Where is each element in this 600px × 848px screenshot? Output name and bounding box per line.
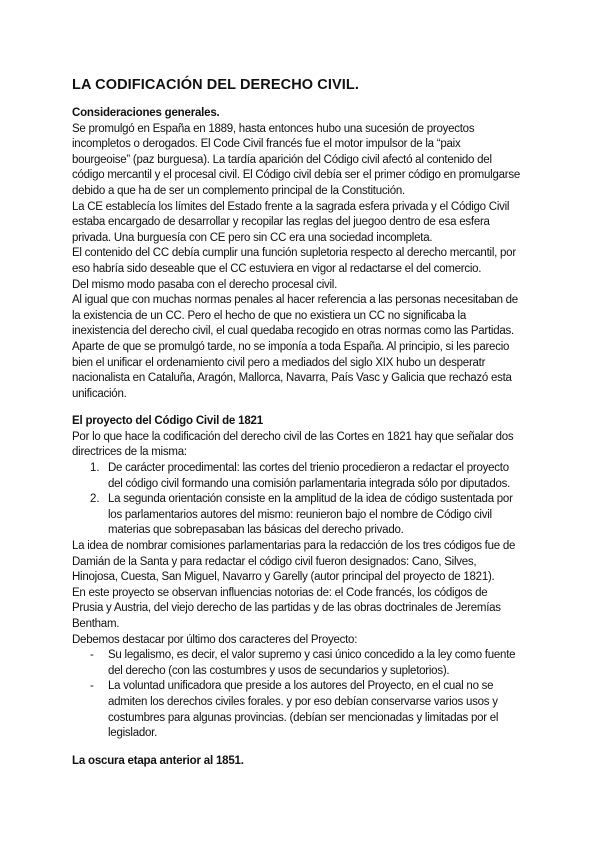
text-line: unificación.	[72, 387, 127, 400]
text-line: La idea de nombrar comisiones parlamentarias para la redacción de los tres códigos fue de	[72, 540, 516, 553]
text-line: del derecho (con las costumbres y usos de secundarios y supletorios).	[108, 664, 450, 677]
text-line: incompletos o derogados. El Code Civil francés fue el motor impulsor de la “paix	[72, 138, 461, 151]
text-line: nacionalista en Cataluña, Aragón, Mallorca, Navarra, País Vasc y Galicia que rechazó esta	[72, 372, 512, 385]
paragraph	[72, 586, 552, 633]
document-title: LA CODIFICACIÓN DEL DERECHO CIVIL.	[72, 77, 359, 93]
paragraph	[72, 278, 552, 294]
text-line: La voluntad unificadora que preside a los autores del Proyecto, en el cual no se	[108, 680, 494, 693]
text-line: costumbres para algunas provincias. (debían ser mencionadas y limitadas por el	[108, 711, 499, 724]
text-line: legislador.	[108, 727, 158, 740]
text-line: Por lo que hace la codificación del derecho civil de las Cortes en 1821 hay que señalar dos	[72, 430, 514, 443]
text-line: Prusia y Austria, del viejo derecho de las partidas y de las obras doctrinales de Jeremías	[72, 602, 501, 615]
text-line: debido a que ha de ser un complemento principal de la Constitución.	[72, 184, 405, 197]
section	[72, 106, 552, 402]
paragraph	[72, 430, 552, 461]
text-line: eso habría sido deseable que el CC estuviera en vigor al redactarse el del comercio.	[72, 262, 482, 275]
list-marker: -	[90, 680, 94, 693]
text-line: bourgeoise” (paz burguesa). La tardía aparición del Código civil afectó al contenido del	[72, 153, 492, 166]
paragraph	[72, 246, 552, 277]
paragraph	[72, 539, 552, 586]
text-line: En este proyecto se observan influencias notorias de: el Code francés, los códigos de	[72, 586, 488, 599]
text-line: los parlamentarios autores del mismo: reunieron bajo el nombre de Código civil	[108, 508, 492, 521]
paragraph	[72, 122, 552, 200]
text-line: código mercantil y el procesal civil. El Código civil debía ser el primer código en promulgarse	[72, 169, 520, 182]
text-line: del código civil formando una comisión parlamentaria integrada sólo por diputados.	[108, 477, 511, 490]
text-line: Hinojosa, Cuesta, San Miguel, Navarro y Garelly (autor principal del proyecto de 1821).	[72, 571, 495, 584]
list-item	[72, 461, 552, 492]
text-line: El contenido del CC debía cumplir una función supletoria respecto al derecho mercantil, por	[72, 247, 516, 260]
text-line: la existencia de un CC. Pero el hecho de que no existiera un CC no significaba la	[72, 309, 466, 322]
section	[72, 754, 552, 770]
text-line: admiten los derechos civiles forales. y por eso debían conservarse varios usos y	[108, 695, 498, 708]
text-line: Bentham.	[72, 618, 120, 630]
list-marker: 1.	[90, 462, 100, 475]
text-line: La CE establecía los límites del Estado frente a la sagrada esfera privada y el Código Civil	[72, 200, 510, 213]
text-line: inexistencia del derecho civil, el cual quedaba recogido en otras normas como las Partidas.	[72, 325, 514, 338]
text-line: directrices de la misma:	[72, 446, 187, 459]
list-marker: 2.	[90, 493, 100, 506]
text-line: privada. Una burguesía con CE pero sin CC era una sociedad incompleta.	[72, 231, 433, 244]
text-line: estaba encargado de desarrollar y recopilar las reglas del juegoo dentro de esa esfera	[72, 216, 490, 229]
text-line: De carácter procedimental: las cortes del trienio procedieron a redactar el proyecto	[108, 462, 509, 475]
document-body	[72, 106, 552, 769]
section-heading: Consideraciones generales.	[72, 107, 220, 119]
list-item	[72, 492, 552, 539]
section-heading: El proyecto del Código Civil de 1821	[72, 415, 263, 428]
text-line: Aparte de que se promulgó tarde, no se imponía a toda España. Al principio, si les parecio	[72, 340, 510, 353]
text-line: Al igual que con muchas normas penales al hacer referencia a las personas necesitaban de	[72, 294, 518, 307]
paragraph	[72, 200, 552, 247]
text-line: Se promulgó en España en 1889, hasta entonces hubo una sucesión de proyectos	[72, 122, 475, 135]
list-marker: -	[90, 649, 94, 662]
text-line: materias que sobrepasaban las básicas del derecho privado.	[108, 524, 404, 537]
text-line: Damián de la Santa y para redactar el código civil fueron designados: Cano, Silves,	[72, 555, 477, 568]
text-line: bien el unificar el ordenamiento civil pero a mediados del siglo XIX hubo un desperatr	[72, 356, 486, 369]
list-item	[72, 648, 552, 679]
text-line: Debemos destacar por último dos caracteres del Proyecto:	[72, 633, 358, 646]
text-line: Su legalismo, es decir, el valor supremo y casi único concedido a la ley como fuente	[108, 649, 516, 662]
section	[72, 414, 552, 741]
text-line: La segunda orientación consiste en la amplitud de la idea de código sustentada por	[108, 493, 513, 506]
document-page	[72, 76, 552, 769]
paragraph	[72, 293, 552, 402]
paragraph	[72, 633, 552, 649]
text-line: Del mismo modo pasaba con el derecho procesal civil.	[72, 278, 338, 291]
list-item	[72, 679, 552, 741]
section-heading: La oscura etapa anterior al 1851.	[72, 754, 244, 767]
